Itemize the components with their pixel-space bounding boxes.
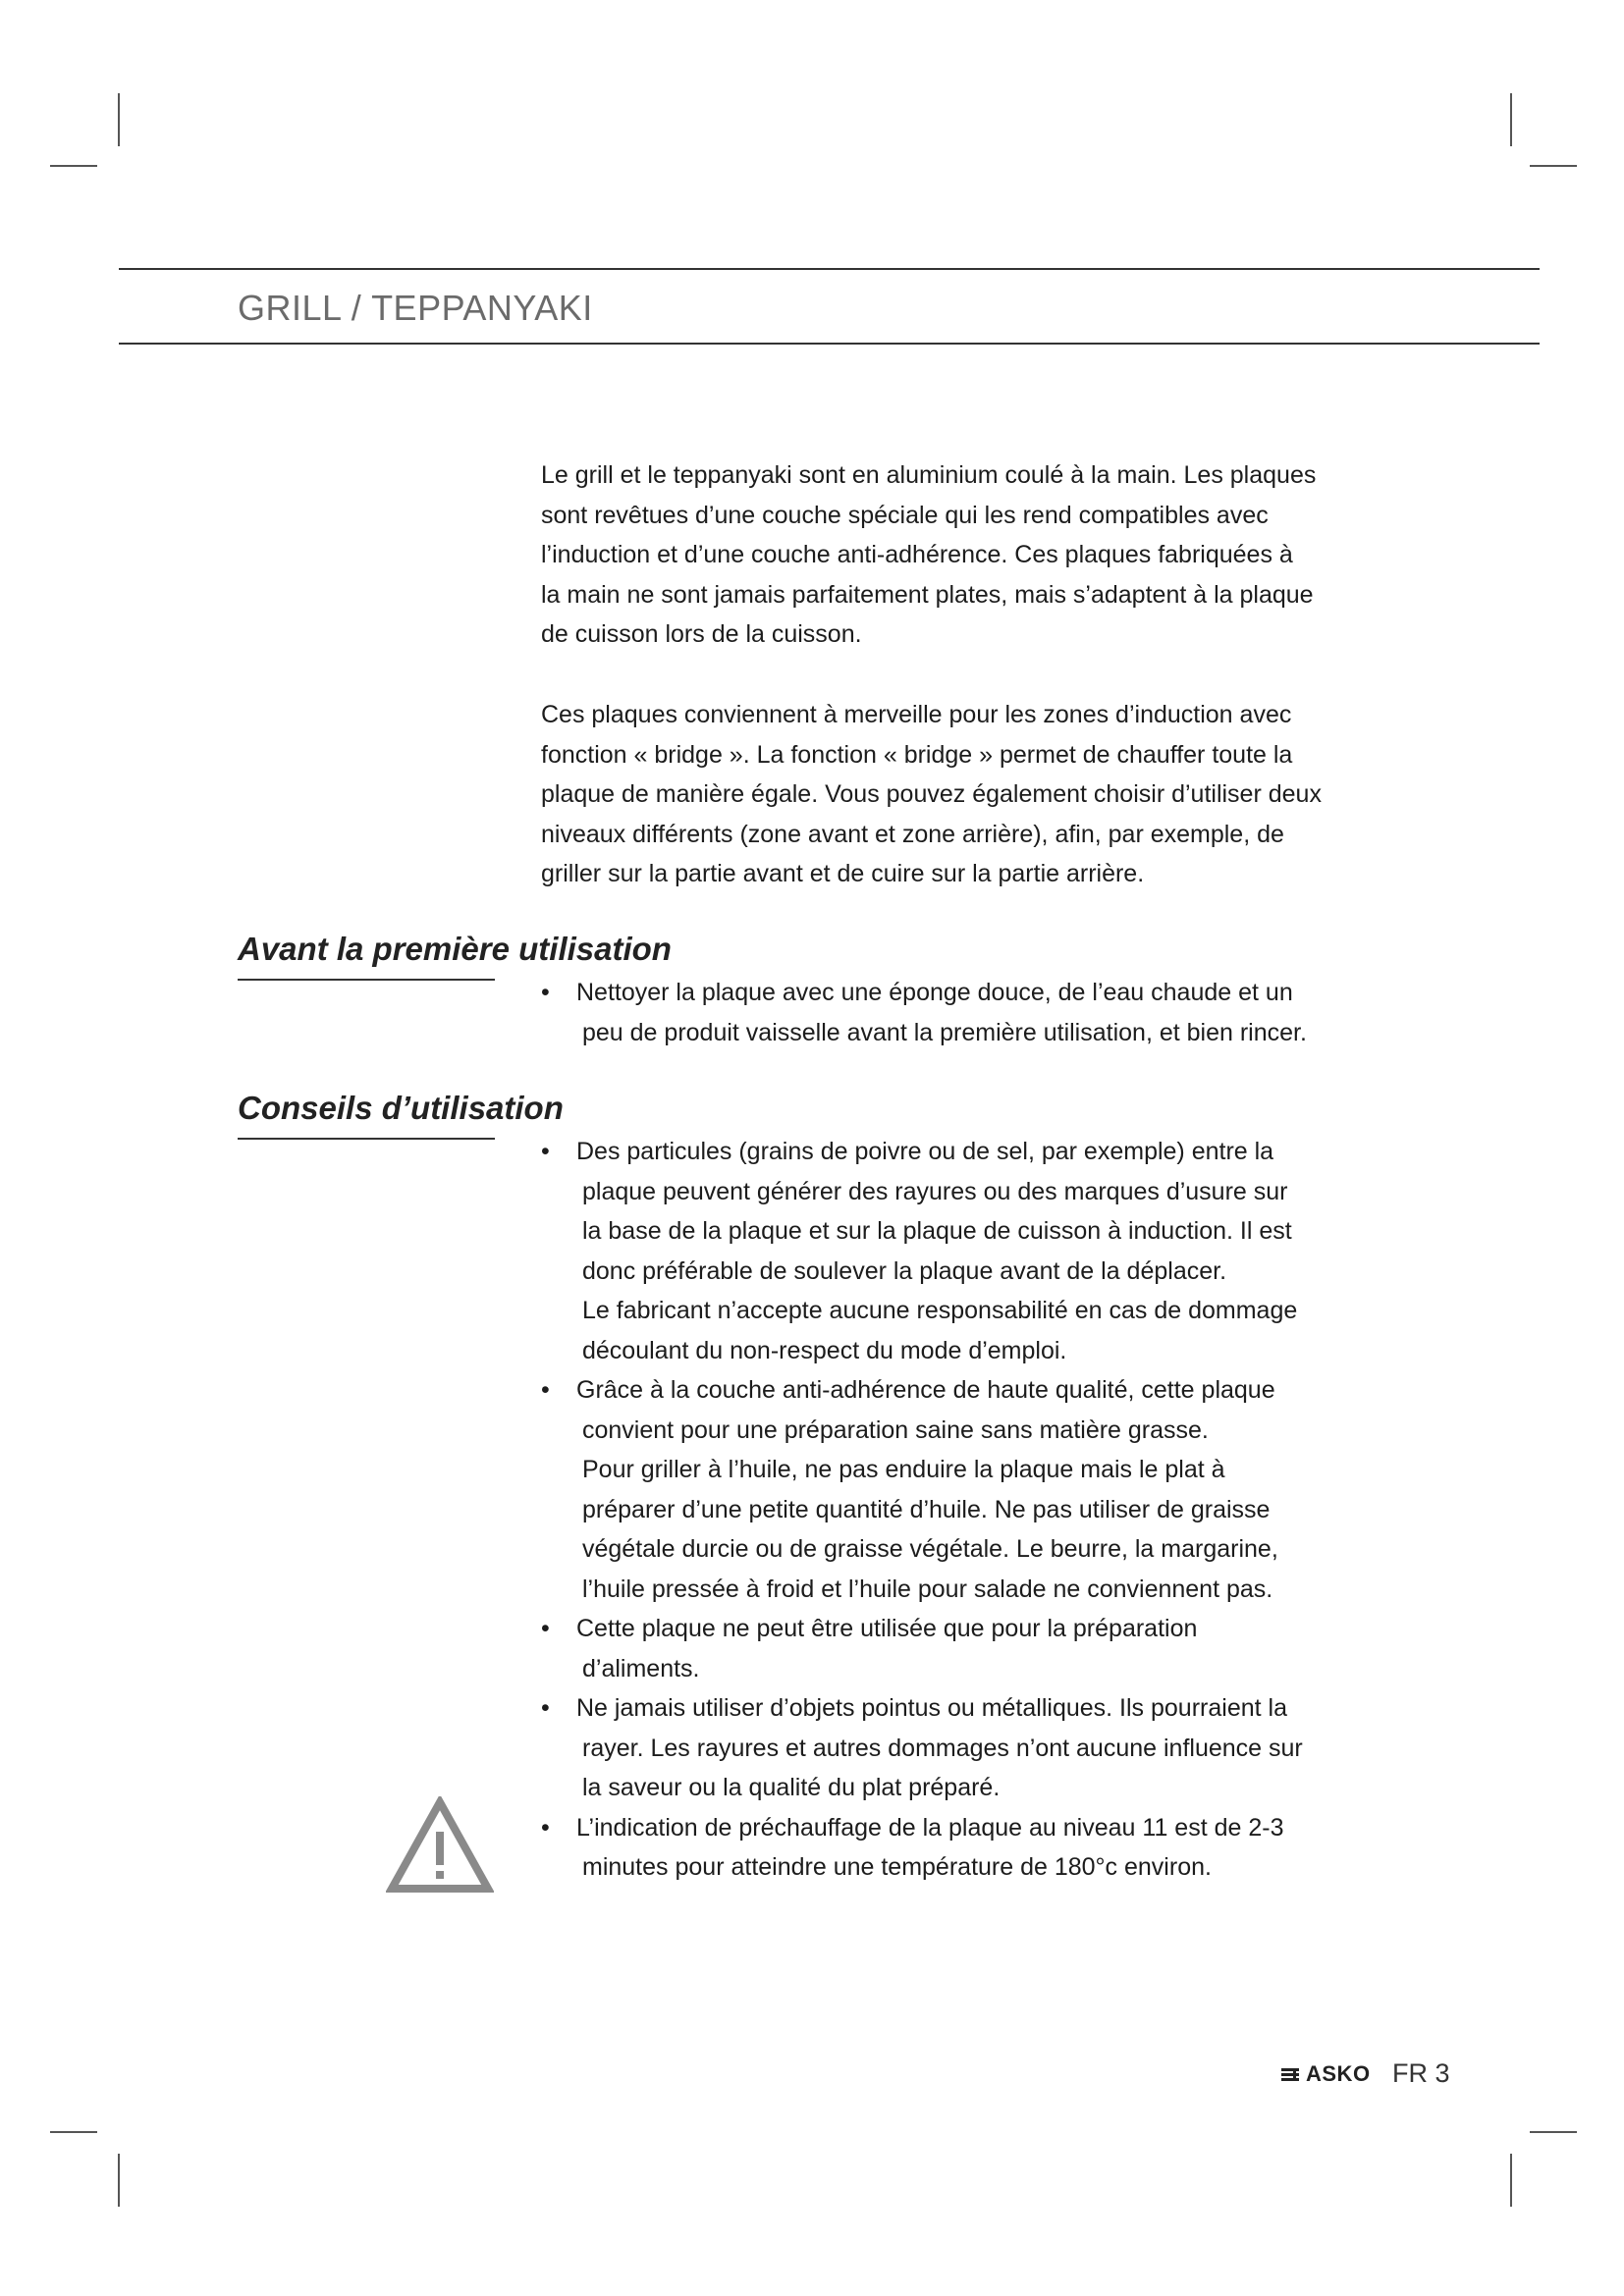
section-heading-first-use-rule: [238, 979, 495, 981]
paragraph-line: niveaux différents (zone avant et zone arrière), afin, par exemple, de: [541, 820, 1284, 848]
paragraph-line: l’induction et d’une couche anti-adhérence. Ces plaques fabriquées à: [541, 541, 1293, 568]
bullet-line: • Des particules (grains de poivre ou de sel, par exemple) entre la: [576, 1138, 1274, 1165]
crop-mark-bottom-right-vertical: [1510, 2154, 1512, 2207]
section-heading-tips-rule: [238, 1138, 495, 1140]
bullet-line: d’aliments.: [582, 1654, 700, 1682]
tips-bullet-list: [541, 1132, 1405, 1888]
list-item: [541, 973, 1405, 1052]
intro-paragraph-1: [541, 455, 1405, 655]
paragraph-line: fonction « bridge ». La fonction « bridge » permet de chauffer toute la: [541, 740, 1293, 769]
bullet-line: donc préférable de soulever la plaque avant de la déplacer.: [582, 1256, 1227, 1285]
bullet-line: • Cette plaque ne peut être utilisée que pour la préparation: [576, 1615, 1198, 1642]
crop-mark-top-right-vertical: [1510, 93, 1512, 146]
brand-name: ASKO: [1306, 2061, 1371, 2086]
warning-triangle-icon: [386, 1796, 494, 1895]
paragraph-line: sont revêtues d’une couche spéciale qui les rend compatibles avec: [541, 501, 1269, 529]
bullet-line: minutes pour atteindre une température de 180°c environ.: [582, 1853, 1212, 1881]
paragraph-line: Le grill et le teppanyaki sont en aluminium coulé à la main. Les plaques: [541, 461, 1317, 489]
bullet-line: plaque peuvent générer des rayures ou des marques d’usure sur: [582, 1177, 1288, 1205]
bullet-line: Le fabricant n’accepte aucune responsabilité en cas de dommage: [582, 1297, 1298, 1324]
header-top-rule: [119, 268, 1540, 270]
bullet-line: • L’indication de préchauffage de la plaque au niveau 11 est de 2-3: [576, 1813, 1284, 1842]
crop-mark-top-left-vertical: [118, 93, 120, 146]
bullet-line: rayer. Les rayures et autres dommages n’ont aucune influence sur: [582, 1734, 1303, 1762]
paragraph-line: plaque de manière égale. Vous pouvez également choisir d’utiliser deux: [541, 780, 1322, 808]
paragraph-line: de cuisson lors de la cuisson.: [541, 620, 862, 648]
paragraph-line: Ces plaques conviennent à merveille pour les zones d’induction avec: [541, 701, 1292, 728]
bullet-line: végétale durcie ou de graisse végétale. Le beurre, la margarine,: [582, 1535, 1278, 1563]
bullet-line: convient pour une préparation saine sans matière grasse.: [582, 1415, 1209, 1444]
bullet-line: l’huile pressée à froid et l’huile pour salade ne conviennent pas.: [582, 1575, 1273, 1603]
crop-mark-top-left-horizontal: [50, 165, 97, 167]
paragraph-line: griller sur la partie avant et de cuire sur la partie arrière.: [541, 860, 1145, 887]
header-bottom-rule: [119, 343, 1540, 345]
crop-mark-bottom-left-vertical: [118, 2154, 120, 2207]
paragraph-line: la main ne sont jamais parfaitement plates, mais s’adaptent à la plaque: [541, 580, 1314, 609]
section-heading-tips: Conseils d’utilisation: [238, 1090, 564, 1126]
bullet-line: la base de la plaque et sur la plaque de cuisson à induction. Il est: [582, 1217, 1292, 1245]
bullet-line: peu de produit vaisselle avant la première utilisation, et bien rincer.: [582, 1018, 1307, 1046]
page-number: FR 3: [1392, 2058, 1450, 2088]
crop-mark-top-right-horizontal: [1530, 165, 1577, 167]
list-item: [541, 1132, 1405, 1370]
list-item: [541, 1370, 1405, 1609]
brand-logo: [1280, 2061, 1371, 2087]
crop-mark-bottom-right-horizontal: [1530, 2131, 1577, 2133]
bullet-line: • Ne jamais utiliser d’objets pointus ou métalliques. Ils pourraient la: [576, 1694, 1287, 1722]
intro-paragraph-2: [541, 695, 1405, 894]
bullet-line: la saveur ou la qualité du plat préparé.: [582, 1774, 1001, 1801]
bullet-line: • Nettoyer la plaque avec une éponge douce, de l’eau chaude et un: [576, 979, 1293, 1006]
section-heading-first-use: Avant la première utilisation: [238, 931, 672, 967]
asko-logo-mark: [1280, 2065, 1300, 2083]
bullet-line: préparer d’une petite quantité d’huile. Ne pas utiliser de graisse: [582, 1495, 1271, 1523]
list-item: [541, 1609, 1405, 1688]
first-use-bullet-list: [541, 973, 1405, 1052]
crop-mark-bottom-left-horizontal: [50, 2131, 97, 2133]
list-item: [541, 1808, 1405, 1888]
page-title: GRILL / TEPPANYAKI: [238, 288, 593, 328]
bullet-line: découlant du non-respect du mode d’emploi.: [582, 1336, 1067, 1364]
list-item: [541, 1688, 1405, 1808]
bullet-line: • Grâce à la couche anti-adhérence de haute qualité, cette plaque: [576, 1376, 1275, 1404]
bullet-line: Pour griller à l’huile, ne pas enduire la plaque mais le plat à: [582, 1456, 1225, 1483]
